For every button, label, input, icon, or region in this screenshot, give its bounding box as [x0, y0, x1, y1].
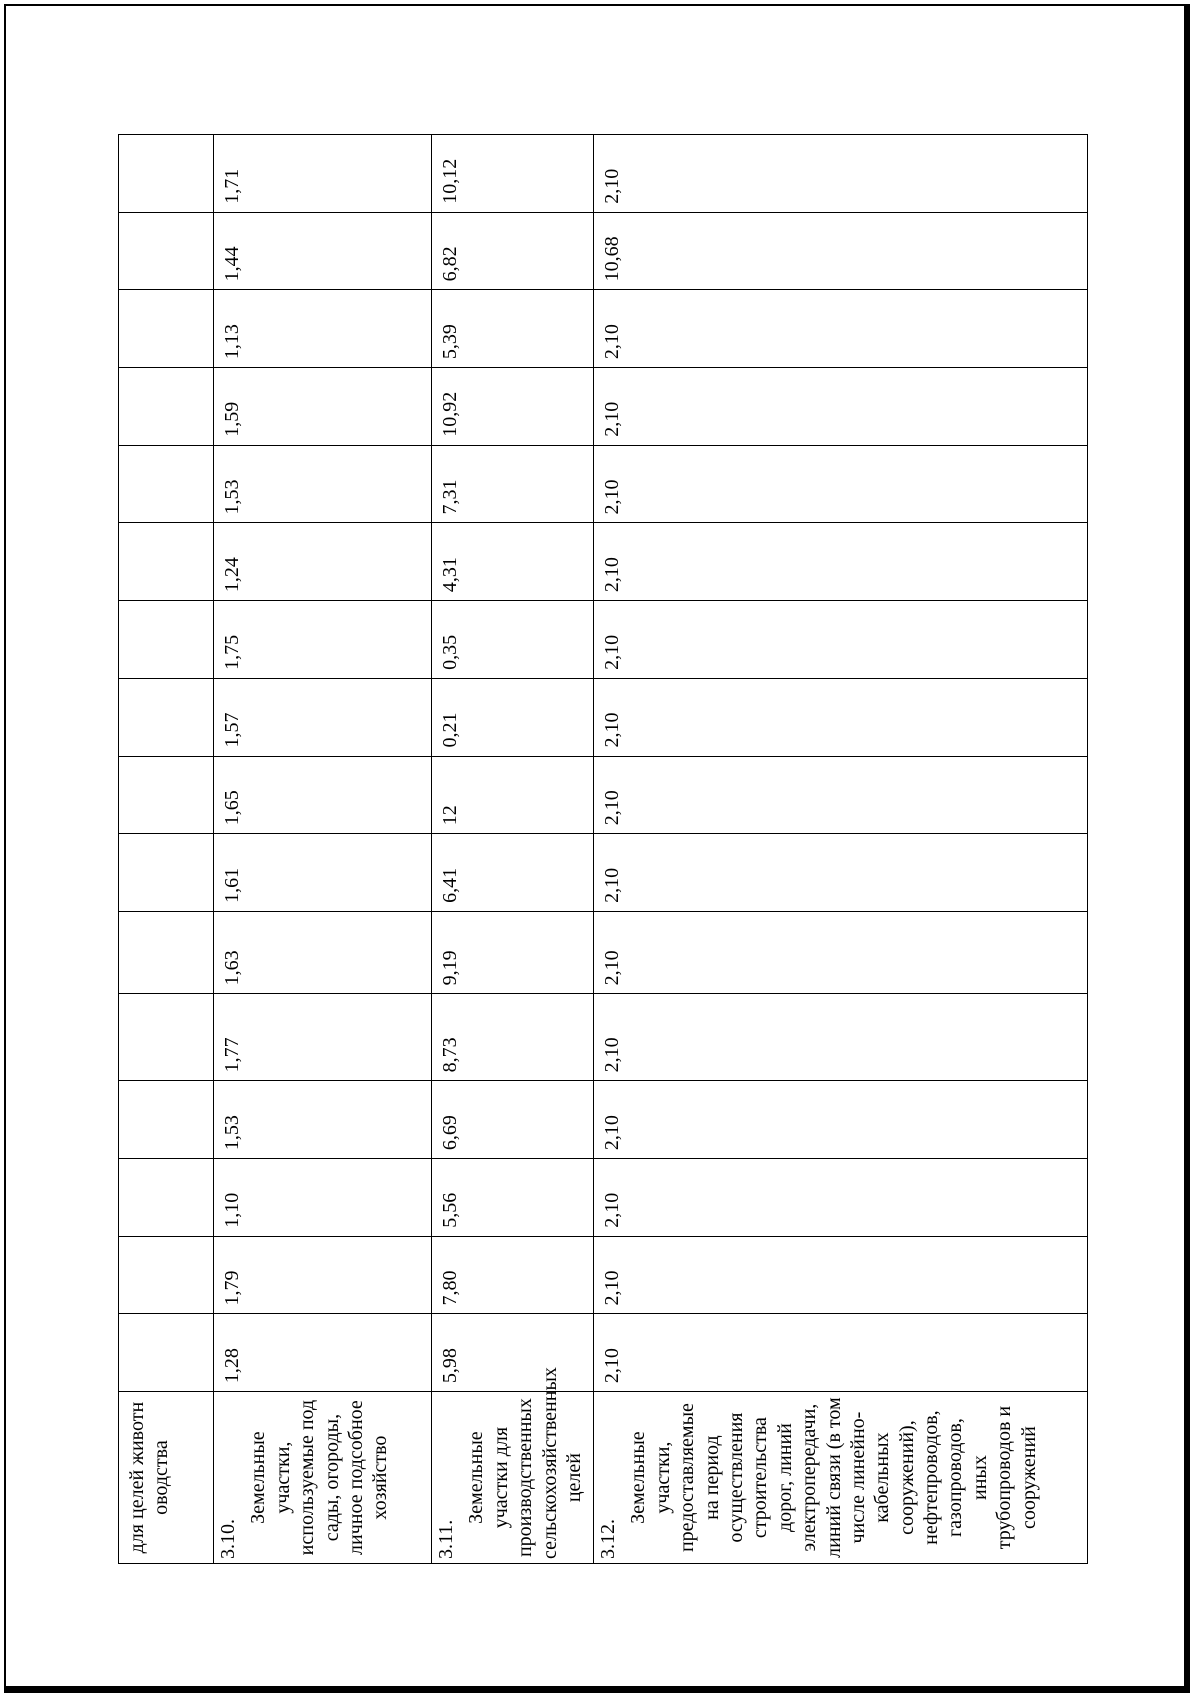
value-cell: 1,61 — [214, 834, 432, 912]
value-cell: 4,31 — [432, 523, 594, 601]
value-cell: 10,68 — [594, 212, 1088, 290]
value-cell: 6,41 — [432, 834, 594, 912]
value-cell: 1,77 — [214, 994, 432, 1081]
row-description: Земельные участки для производственных сельскохозяйственных целей — [465, 1367, 585, 1559]
value-cell: 1,53 — [214, 1081, 432, 1159]
value-cell: 1,75 — [214, 601, 432, 679]
value-cell: 6,82 — [432, 212, 594, 290]
value-cell: 7,80 — [432, 1236, 594, 1314]
value-cell: 2,10 — [594, 368, 1088, 446]
row-description-cell — [214, 1392, 432, 1564]
row-number: 3.11. — [435, 1519, 457, 1559]
value-cell: 5,98 — [432, 1314, 594, 1392]
header-description: для целей животноводства — [126, 1401, 172, 1554]
tariff-table — [118, 134, 1088, 1564]
row-description-cell — [594, 1392, 1088, 1564]
value-cell: 2,10 — [594, 1081, 1088, 1159]
row-description: Земельные участки, используемые под сады, огороды, личное подсобное хозяйство — [247, 1399, 392, 1556]
value-cell: 2,10 — [594, 756, 1088, 834]
rotated-table-wrapper — [118, 134, 1086, 1564]
value-cell: 10,92 — [432, 368, 594, 446]
value-cell: 1,53 — [214, 445, 432, 523]
value-cell: 2,10 — [594, 135, 1088, 213]
value-cell: 2,10 — [594, 290, 1088, 368]
value-cell: 2,10 — [594, 678, 1088, 756]
value-cell: 1,10 — [214, 1159, 432, 1237]
value-cell: 8,73 — [432, 994, 594, 1081]
header-row — [119, 135, 214, 1564]
value-cell: 5,56 — [432, 1159, 594, 1237]
table-row — [214, 135, 432, 1564]
value-cell: 1,59 — [214, 368, 432, 446]
value-cell: 1,44 — [214, 212, 432, 290]
value-cell: 6,69 — [432, 1081, 594, 1159]
row-description: Земельные участки, предоставляемые на период осуществления строительства дорог, линий электропередачи, линий связи (в том числе линейно-кабельных сооружений), нефтепроводов, газопроводов, иных трубопроводов и сооружений — [627, 1397, 1040, 1558]
value-cell: 7,31 — [432, 445, 594, 523]
row-number: 3.10. — [217, 1519, 239, 1559]
value-cell: 1,57 — [214, 678, 432, 756]
value-cell: 2,10 — [594, 1159, 1088, 1237]
value-cell: 1,65 — [214, 756, 432, 834]
value-cell: 1,79 — [214, 1236, 432, 1314]
value-cell: 2,10 — [594, 445, 1088, 523]
table-row — [432, 135, 594, 1564]
value-cell: 2,10 — [594, 911, 1088, 993]
value-cell: 2,10 — [594, 1314, 1088, 1392]
row-description-cell — [432, 1367, 594, 1564]
row-number: 3.12. — [597, 1519, 619, 1559]
value-cell: 2,10 — [594, 834, 1088, 912]
value-cell: 1,28 — [214, 1314, 432, 1392]
value-cell: 1,71 — [214, 135, 432, 213]
value-cell: 2,10 — [594, 601, 1088, 679]
value-cell: 2,10 — [594, 994, 1088, 1081]
value-cell: 1,13 — [214, 290, 432, 368]
header-description-cell — [119, 1392, 214, 1564]
table-row — [594, 135, 1088, 1564]
value-cell: 1,63 — [214, 911, 432, 993]
value-cell: 2,10 — [594, 523, 1088, 601]
value-cell: 12 — [432, 756, 594, 834]
value-cell: 10,12 — [432, 135, 594, 213]
value-cell: 0,21 — [432, 678, 594, 756]
value-cell: 9,19 — [432, 911, 594, 993]
value-cell: 1,24 — [214, 523, 432, 601]
value-cell: 0,35 — [432, 601, 594, 679]
value-cell: 5,39 — [432, 290, 594, 368]
value-cell: 2,10 — [594, 1236, 1088, 1314]
